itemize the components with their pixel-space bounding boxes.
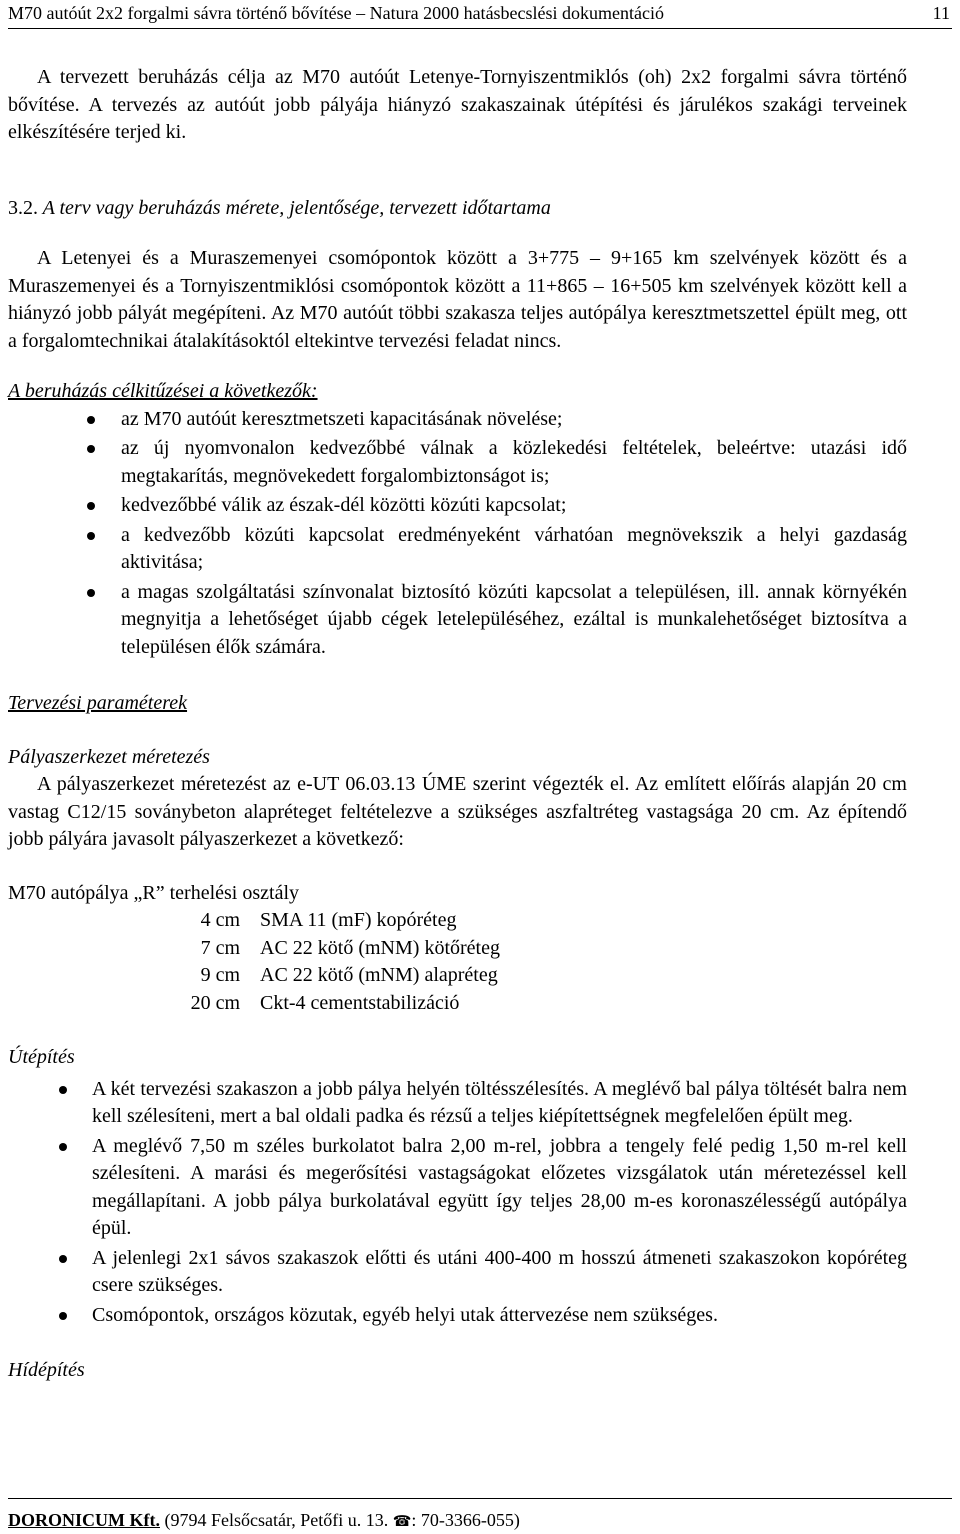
road-heading: Útépítés [8,1046,75,1068]
bullet-icon [87,445,95,453]
list-item: kedvezőbbé válik az észak-dél közötti közúti kapcsolat; [8,492,907,520]
bridge-heading: Hídépítés [8,1359,85,1381]
layer-thickness: 4 cm [200,909,240,931]
pavement-heading: Pályaszerkezet méretezés [8,745,210,768]
road-list [8,1076,907,1330]
pavement-paragraph: A pályaszerkezet méretezést az e-UT 06.03.13 ÚME szerint végezték el. Az említett előírás alapján 20 cm vastag C12/15 soványbeton alapréteget feltételezve a szükséges aszfaltréteg vastagsága 20 cm. Az építendő jobb pályára javasolt pályaszerkezet a következő: [8,773,907,850]
list-item: az új nyomvonalon kedvezőbbé válnak a közlekedési feltételek, beleértve: utazási idő megtakarítás, megnövekedett forgalombiztonságot is; [8,435,907,490]
params-heading: Tervezési paraméterek [8,692,188,714]
telephone-icon: ☎ [392,1514,412,1530]
section-number: 3.2. [8,196,38,219]
bullet-icon [59,1312,67,1320]
list-item: A két tervezési szakaszon a jobb pálya helyén töltésszélesítés. A meglévő bal pálya töltését balra nem kell szélesíteni, mert a bal oldali padka és rézsű a teljes kiépítettségnek megfelelően épült meg. [8,1076,907,1131]
footer-company: DORONICUM Kft. [8,1510,160,1530]
load-class-label: M70 autópálya „R” terhelési osztály [8,881,300,904]
layer-thickness: 7 cm [200,936,240,959]
layer-thickness: 20 cm [190,991,240,1014]
bullet-icon [59,1143,67,1151]
page-number: 11 [932,3,950,23]
table-row [148,935,500,963]
layer-material: AC 22 kötő (mNM) kötőréteg [260,936,500,959]
pavement-layer-table [148,907,500,1017]
bullet-icon [87,502,95,510]
page-footer [8,1498,952,1533]
list-item: A meglévő 7,50 m széles burkolatot balra 2,00 m-rel, jobbra a tengely felé pedig 1,50 m-rel kell szélesíteni. A marási és megerősítési vastagságokat előzetes vizsgálatok után méretezéssel kell megállapítani. A jobb pálya burkolatával együtt így teljes 28,00 m-es koronaszélességű autópálya épül. [8,1133,907,1243]
layer-material: Ckt-4 cementstabilizáció [260,991,460,1014]
bullet-icon [87,532,95,540]
layer-material: AC 22 kötő (mNM) alapréteg [260,964,498,986]
bullet-icon [59,1086,67,1094]
list-item: A jelenlegi 2x1 sávos szakaszok előtti és utáni 400-400 m hosszú átmeneti szakaszokon kopóréteg csere szükséges. [8,1245,907,1300]
document-body [8,64,907,1385]
layer-thickness: 9 cm [200,964,240,986]
page-header [8,0,952,29]
bullet-icon [87,416,95,424]
goals-heading: A beruházás célkitűzései a következők: [8,380,318,402]
header-title: M70 autóút 2x2 forgalmi sávra történő bővítése – Natura 2000 hatásbecslési dokumentáció [8,3,665,23]
footer-phone: : 70-3366-055) [411,1510,520,1530]
list-item: a kedvezőbb közúti kapcsolat eredményeként várhatóan megnövekszik a helyi gazdaság aktivitása; [8,522,907,577]
list-item: az M70 autóút keresztmetszeti kapacitásának növelése; [8,406,907,434]
goals-list [8,406,907,662]
section-title: A terv vagy beruházás mérete, jelentősége, tervezett időtartama [42,196,551,219]
bullet-icon [87,589,95,597]
table-row [148,962,500,990]
section-paragraph: A Letenyei és a Muraszemenyei csomópontok között a 3+775 – 9+165 km szelvények között és a Muraszemenyei és a Tornyiszentmiklósi csomópontok között a 11+865 – 16+505 km szelvények között kell a hiányzó jobb pályát megépíteni. Az M70 autóút többi szakasza teljes autópálya keresztmetszettel épült meg, ott a forgalomtechnikai átalakításoktól eltekintve tervezési feladat nincs. [8,247,907,352]
footer-address: (9794 Felsőcsatár, Petőfi u. 13. [164,1510,389,1530]
table-row [148,990,500,1018]
list-item: Csomópontok, országos közutak, egyéb helyi utak áttervezése nem szükséges. [8,1302,907,1330]
bullet-icon [59,1255,67,1263]
section-heading [8,195,907,223]
intro-paragraph: A tervezett beruházás célja az M70 autóút Letenye-Tornyiszentmiklós (oh) 2x2 forgalmi sávra történő bővítése. A tervezés az autóút jobb pályája hiányzó szakaszainak útépítési és járulékos szakági terveinek elkészítésére terjed ki. [8,66,907,143]
table-row [148,907,500,935]
layer-material: SMA 11 (mF) kopóréteg [260,909,457,931]
list-item: a magas szolgáltatási színvonalat biztosító közúti kapcsolat a településen, ill. annak környékén megnyitja a lehetőséget újabb cégek letelepüléséhez, ezáltal is munkalehetőséget biztosítva a településen élők számára. [8,579,907,662]
